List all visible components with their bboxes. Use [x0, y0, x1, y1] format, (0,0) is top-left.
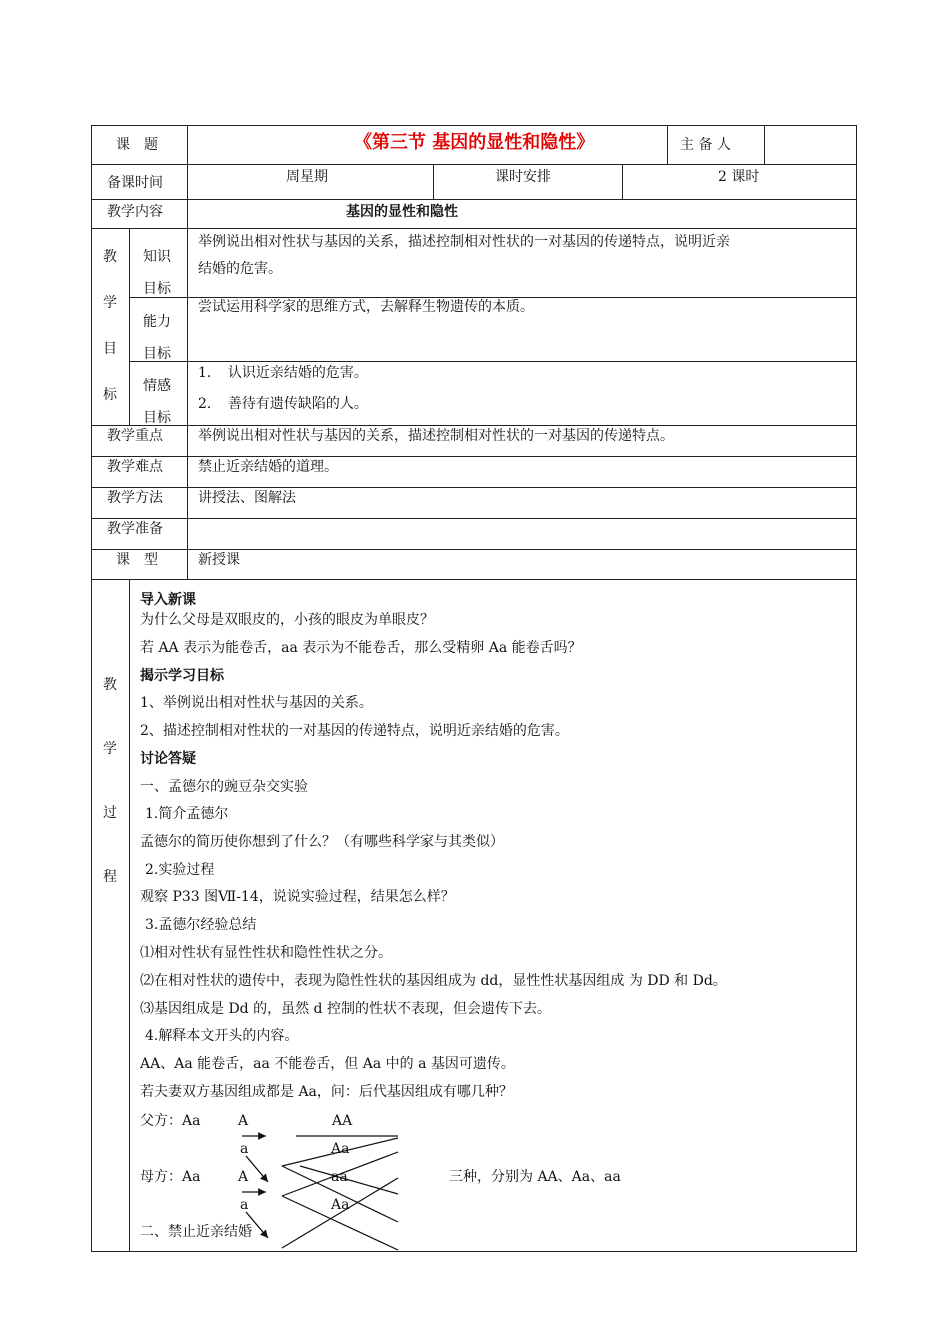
process-line: 2、描述控制相对性状的一对基因的传递特点，说明近亲结婚的危害。 — [140, 723, 569, 739]
knowledge-label-a: 知识 — [143, 249, 171, 265]
process-line: ⑵在相对性状的遗传中，表现为隐性性状的基因组成为 dd，显性性状基因组成 为 DD 和 Dd。 — [140, 973, 727, 989]
emotion-item-1: 1． 认识近亲结婚的危害。 — [198, 365, 368, 381]
objectives-char: 学 — [103, 295, 117, 311]
offspring-aa: aa — [331, 1169, 348, 1185]
arrow-father-a — [246, 1156, 268, 1182]
cross-result: 三种，分别为 AA、Aa、aa — [449, 1169, 621, 1185]
mother-genotype: 母方：Aa — [140, 1169, 201, 1185]
process-line: 3.孟德尔经验总结 — [145, 917, 257, 933]
process-char: 程 — [103, 869, 117, 885]
ability-label-b: 目标 — [143, 346, 171, 362]
objectives-char: 教 — [103, 249, 117, 265]
emotion-label-a: 情感 — [143, 378, 171, 394]
period-value: 2 课时 — [718, 169, 760, 185]
process-line: ⑶基因组成是 Dd 的，虽然 d 控制的性状不表现，但会遗传下去。 — [140, 1001, 551, 1017]
process-char: 教 — [103, 677, 117, 693]
key-value: 举例说出相对性状与基因的关系，描述控制相对性状的一对基因的传递特点。 — [198, 428, 674, 444]
key-label: 教学重点 — [107, 428, 163, 444]
content-value: 基因的显性和隐性 — [346, 204, 458, 220]
objectives-char: 标 — [103, 387, 117, 403]
process-line: 为什么父母是双眼皮的，小孩的眼皮为单眼皮？ — [140, 612, 434, 628]
objectives-char: 目 — [103, 341, 117, 357]
section-heading: 讨论答疑 — [140, 751, 196, 767]
offspring-Aa: Aa — [331, 1141, 350, 1157]
process-line: 若夫妻双方基因组成都是 Aa，问：后代基因组成有哪几种？ — [140, 1084, 513, 1100]
knowledge-text-1: 举例说出相对性状与基因的关系，描述控制相对性状的一对基因的传递特点，说明近亲 — [198, 234, 730, 250]
process-line: 一、孟德尔的豌豆杂交实验 — [140, 779, 308, 795]
process-char: 过 — [103, 805, 117, 821]
knowledge-text-2: 结婚的危害。 — [198, 261, 282, 277]
process-line: 2.实验过程 — [145, 862, 215, 878]
process-line: 观察 P33 图Ⅶ-14，说说实验过程，结果怎么样？ — [140, 889, 455, 905]
preparer-label: 主 备 人 — [680, 137, 731, 153]
father-gamete-a: a — [240, 1141, 249, 1157]
process-line: 4.解释本文开头的内容。 — [145, 1028, 299, 1044]
schedule-label: 备课时间 — [107, 175, 163, 191]
section-heading: 导入新课 — [140, 592, 196, 608]
process-line: 若 AA 表示为能卷舌，aa 表示为不能卷舌，那么受精卵 Aa 能卷舌吗？ — [140, 640, 582, 656]
method-value: 讲授法、图解法 — [198, 490, 296, 506]
section-2-heading: 二、禁止近亲结婚 — [140, 1224, 252, 1240]
topic-label: 课 题 — [116, 137, 158, 153]
knowledge-label-b: 目标 — [143, 281, 171, 297]
period-label: 课时安排 — [495, 169, 551, 185]
schedule-weekday: 周星期 — [286, 169, 328, 185]
process-line: ⑴相对性状有显性性状和隐性性状之分。 — [140, 945, 392, 961]
emotion-item-2: 2． 善待有遗传缺陷的人。 — [198, 396, 368, 412]
prep-label: 教学准备 — [107, 521, 163, 537]
difficulty-value: 禁止近亲结婚的道理。 — [198, 459, 338, 475]
mother-gamete-A: A — [238, 1169, 249, 1185]
father-genotype: 父方：Aa — [140, 1113, 201, 1129]
process-char: 学 — [103, 741, 117, 757]
father-gamete-A: A — [238, 1113, 249, 1129]
section-heading: 揭示学习目标 — [140, 668, 224, 684]
lesson-title: 《第三节 基因的显性和隐性》 — [354, 132, 595, 153]
type-value: 新授课 — [198, 552, 240, 568]
ability-label-a: 能力 — [143, 314, 171, 330]
emotion-label-b: 目标 — [143, 410, 171, 426]
process-line: AA、Aa 能卷舌，aa 不能卷舌，但 Aa 中的 a 基因可遗传。 — [140, 1056, 515, 1072]
difficulty-label: 教学难点 — [107, 459, 163, 475]
offspring-AA: AA — [332, 1113, 353, 1129]
method-label: 教学方法 — [107, 490, 163, 506]
process-line: 孟德尔的简历使你想到了什么？（有哪些科学家与其类似） — [140, 834, 504, 850]
process-line: 1、举例说出相对性状与基因的关系。 — [140, 695, 373, 711]
mother-gamete-a: a — [240, 1197, 249, 1213]
type-label: 课 型 — [116, 552, 158, 568]
ability-text: 尝试运用科学家的思维方式，去解释生物遗传的本质。 — [198, 299, 534, 315]
content-label: 教学内容 — [107, 204, 163, 220]
offspring-Aa: Aa — [331, 1197, 350, 1213]
process-line: 1.简介孟德尔 — [145, 806, 229, 822]
